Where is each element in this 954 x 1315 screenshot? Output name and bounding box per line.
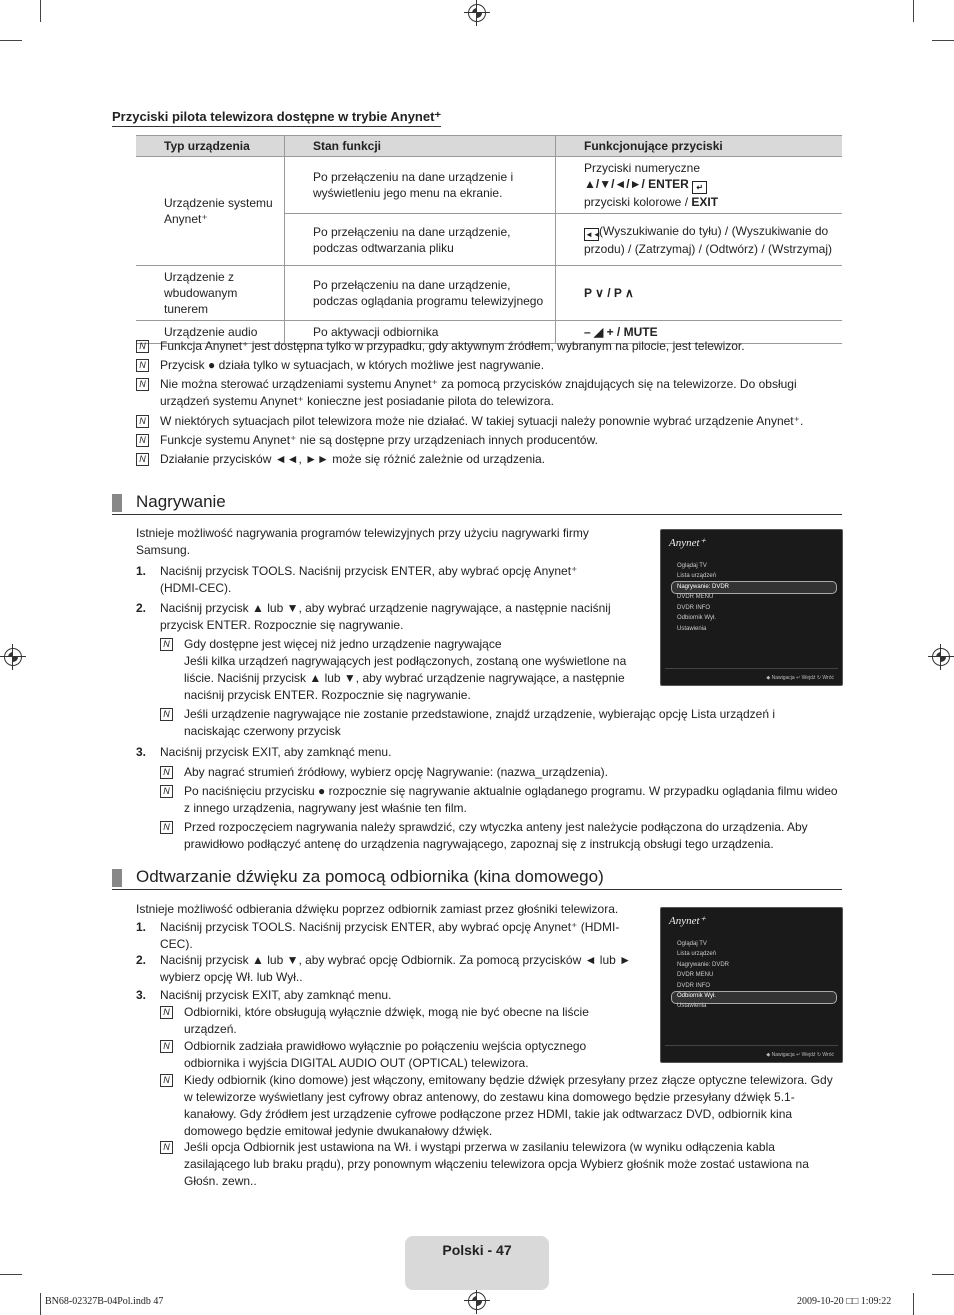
enter-icon: ↵ (692, 181, 707, 194)
table-cell-device: Urządzenie audio (136, 321, 285, 344)
note-icon: N (136, 378, 149, 391)
note-icon: N (160, 1040, 173, 1053)
note: N Funkcja Anynet⁺ jest dostępna tylko w przypadku, gdy aktywnym źródłem, wybranym na pilocie, jest telewizor. (136, 338, 842, 355)
menu-item: Lista urządzeń (677, 951, 717, 957)
registration-mark-icon (4, 648, 22, 666)
note-icon: N (160, 785, 173, 798)
table-header: Stan funkcji (285, 136, 556, 157)
section-heading: Nagrywanie (112, 492, 842, 515)
menu-item: Odbiornik Wył. (677, 993, 716, 999)
table-cell-state: Po aktywacji odbiornika (285, 321, 556, 344)
note-icon: N (160, 708, 173, 721)
table-cell-state: Po przełączeniu na dane urządzenie, podczas oglądania programu telewizyjnego (285, 266, 556, 321)
section-heading: Odtwarzanie dźwięku za pomocą odbiornika (kina domowego) (112, 867, 842, 890)
menu-item: Nagrywanie: DVDR (677, 962, 730, 968)
note: N Działanie przycisków ◄◄, ►► może się różnić zależnie od urządzenia. (136, 451, 842, 468)
note: N Przycisk ● działa tylko w sytuacjach, w których możliwe jest nagrywanie. (136, 357, 842, 374)
step: 1. Naciśnij przycisk TOOLS. Naciśnij przycisk ENTER, aby wybrać opcję Anynet⁺ (HDMI-CEC). (136, 564, 578, 595)
note-icon: N (136, 434, 149, 447)
table-cell-buttons: Przyciski numeryczne ▲/▼/◄/►/ ENTER ↵ przyciski kolorowe / EXIT (556, 157, 843, 214)
note-icon: N (160, 821, 173, 834)
table-cell-device: Urządzenie z wbudowanym tunerem (136, 266, 285, 321)
registration-mark-icon (468, 4, 486, 22)
note-icon: N (160, 638, 173, 651)
section-intro: Istnieje możliwość nagrywania programów telewizyjnych przy użyciu nagrywarki firmy Samsung. (136, 526, 589, 557)
section-intro: Istnieje możliwość odbierania dźwięku poprzez odbiornik zamiast przez głośniki telewizora. (136, 902, 619, 916)
menu-item: DVDR MENU (677, 972, 714, 978)
menu-item: Oglądaj TV (677, 941, 707, 947)
table-cell-buttons: – ◢ + / MUTE (556, 321, 843, 344)
note-icon: N (136, 453, 149, 466)
table-cell-state: Po przełączeniu na dane urządzenie i wyświetleniu jego menu na ekranie. (285, 157, 556, 214)
playback-buttons: (Wyszukiwanie do tyłu) / (Wyszukiwanie do przodu) / (Zatrzymaj) / (Odtwórz) / (Wstrzymaj) (584, 223, 833, 256)
note: N W niektórych sytuacjach pilot telewizora może nie działać. W takiej sytuacji należy ponownie wybrać urządzenie Anynet⁺. (136, 413, 842, 430)
note: N Odbiornik zadziała prawidłowo wyłącznie po połączeniu wejścia optycznego odbiornika i wyjścia DIGITAL AUDIO OUT (OPTICAL) telewizora. (160, 1038, 620, 1072)
note: N Po naciśnięciu przycisku ● rozpocznie się nagrywanie aktualnie oglądanego programu. W przypadku oglądania filmu wideo z innego urządzenia, nagrywany jest właśnie ten film. (160, 783, 840, 817)
menu-item: DVDR MENU (677, 594, 714, 600)
note: N Funkcje systemu Anynet⁺ nie są dostępne przy urządzeniach innych producentów. (136, 432, 842, 449)
note: N Jeśli urządzenie nagrywające nie zostanie przedstawione, znajdź urządzenie, wybierając opcję Lista urządzeń i naciskając czerwony przycisk (160, 706, 800, 740)
note-icon: N (160, 1006, 173, 1019)
note: N Kiedy odbiornik (kino domowe) jest włączony, emitowany będzie dźwięk przesyłany przez złącze optyczne telewizora. Gdy w telewizorze wyświetlany jest cyfrowy obraz antenowy, do zestawu kina domowego będzie przesyłany dźwięk 5.1-kanałowy. Gdy źródłem jest urządzenie cyfrowe podłączone przez HDMI, takie jak odtwarzacz DVD, odbiornik kina domowego będzie emitował jedynie dwukanałowy dźwięk. (160, 1072, 840, 1140)
note: N Nie można sterować urządzeniami systemu Anynet⁺ za pomocą przycisków znajdujących się na telewizorze. Do obsługi urządzeń systemu Anynet⁺ konieczne jest posiadanie pilota do telewizora. (136, 376, 842, 410)
note: N Gdy dostępne jest więcej niż jedno urządzenie nagrywające Jeśli kilka urządzeń nagrywających jest podłączonych, zostaną one wyświetlone na liście. Naciśnij przycisk ▲ lub ▼, aby wybrać urządzenie nagrywające, a następnie naciśnij przycisk ENTER. Rozpocznie się nagrywanie. (160, 636, 640, 704)
note: N Jeśli opcja Odbiornik jest ustawiona na Wł. i wystąpi przerwa w zasilaniu telewizora (w wyniku odłączenia kabla zasilającego lub braku prądu), przy ponownym włączeniu telewizora opcja Wybierz głośnik może zostać ustawiona na Głośn. zewn.. (160, 1139, 840, 1190)
registration-mark-icon (932, 648, 950, 666)
step: 3. Naciśnij przycisk EXIT, aby zamknąć menu. (136, 745, 392, 759)
step: 3. Naciśnij przycisk EXIT, aby zamknąć menu. (136, 988, 392, 1002)
note: N Przed rozpoczęciem nagrywania należy sprawdzić, czy wtyczka anteny jest należycie podłączona do urządzenia. Aby prawidłowo podłączyć antenę do urządzenia nagrywającego, zapoznaj się z instrukcją obsługi tego urządzenia. (160, 819, 840, 853)
note-icon: N (136, 340, 149, 353)
menu-item: DVDR INFO (677, 983, 710, 989)
menu-item: DVDR INFO (677, 605, 710, 611)
menu-item: Nagrywanie: DVDR (677, 584, 730, 590)
rewind-icon: ◄◄ (585, 229, 601, 239)
table-subheading: Przyciski pilota telewizora dostępne w trybie Anynet⁺ (112, 109, 441, 127)
anynet-menu-screenshot (660, 907, 843, 1063)
table-header: Typ urządzenia (136, 136, 285, 157)
table-header: Funkcjonujące przyciski (556, 136, 843, 157)
menu-item: Odbiornik Wył. (677, 615, 716, 621)
menu-item: Lista urządzeń (677, 573, 717, 579)
table-cell-state: Po przełączeniu na dane urządzenie, podczas odtwarzania pliku (285, 214, 556, 266)
anynet-buttons-table (136, 135, 842, 344)
page-number-tab: Polski - 47 (405, 1236, 549, 1290)
nav-enter-buttons: ▲/▼/◄/►/ ENTER ↵ (584, 176, 834, 194)
table-cell-buttons (556, 214, 843, 266)
menu-footer: ◆ Nawigacja ↵ Wejdź ↻ Wróć (766, 675, 834, 681)
note-icon: N (160, 1141, 173, 1154)
note: N Odbiorniki, które obsługują wyłącznie dźwięk, mogą nie być obecne na liście urządzeń. (160, 1004, 610, 1038)
menu-item: Ustawienia (677, 626, 707, 632)
anynet-menu-screenshot (660, 529, 843, 686)
menu-item: Oglądaj TV (677, 563, 707, 569)
print-footer-date: 2009-10-20 □□ 1:09:22 (797, 1296, 892, 1307)
anynet-logo: Anynet⁺ (669, 915, 706, 927)
note-icon: N (136, 359, 149, 372)
step: 1. Naciśnij przycisk TOOLS. Naciśnij przycisk ENTER, aby wybrać opcję Anynet⁺ (HDMI-CEC). (136, 920, 620, 951)
step: 2. Naciśnij przycisk ▲ lub ▼, aby wybrać urządzenie nagrywające, a następnie naciśnij przycisk ENTER. Rozpocznie się nagrywanie. (136, 601, 611, 632)
step: 2. Naciśnij przycisk ▲ lub ▼, aby wybrać opcję Odbiornik. Za pomocą przycisków ◄ lub ► wybierz opcję Wł. lub Wył.. (136, 953, 631, 984)
table-cell-device: Urządzenie systemu Anynet⁺ (136, 157, 285, 266)
note-icon: N (160, 1074, 173, 1087)
menu-item: Ustawienia (677, 1003, 707, 1009)
note: N Aby nagrać strumień źródłowy, wybierz opcję Nagrywanie: (nazwa_urządzenia). (160, 764, 830, 781)
registration-mark-icon (468, 1292, 486, 1310)
menu-footer: ◆ Nawigacja ↵ Wejdź ↻ Wróć (766, 1052, 834, 1058)
print-footer-file: BN68-02327B-04Pol.indb 47 (45, 1296, 164, 1307)
anynet-logo: Anynet⁺ (669, 537, 706, 549)
note-icon: N (136, 415, 149, 428)
note-icon: N (160, 766, 173, 779)
table-cell-buttons: P ∨ / P ∧ (556, 266, 843, 321)
